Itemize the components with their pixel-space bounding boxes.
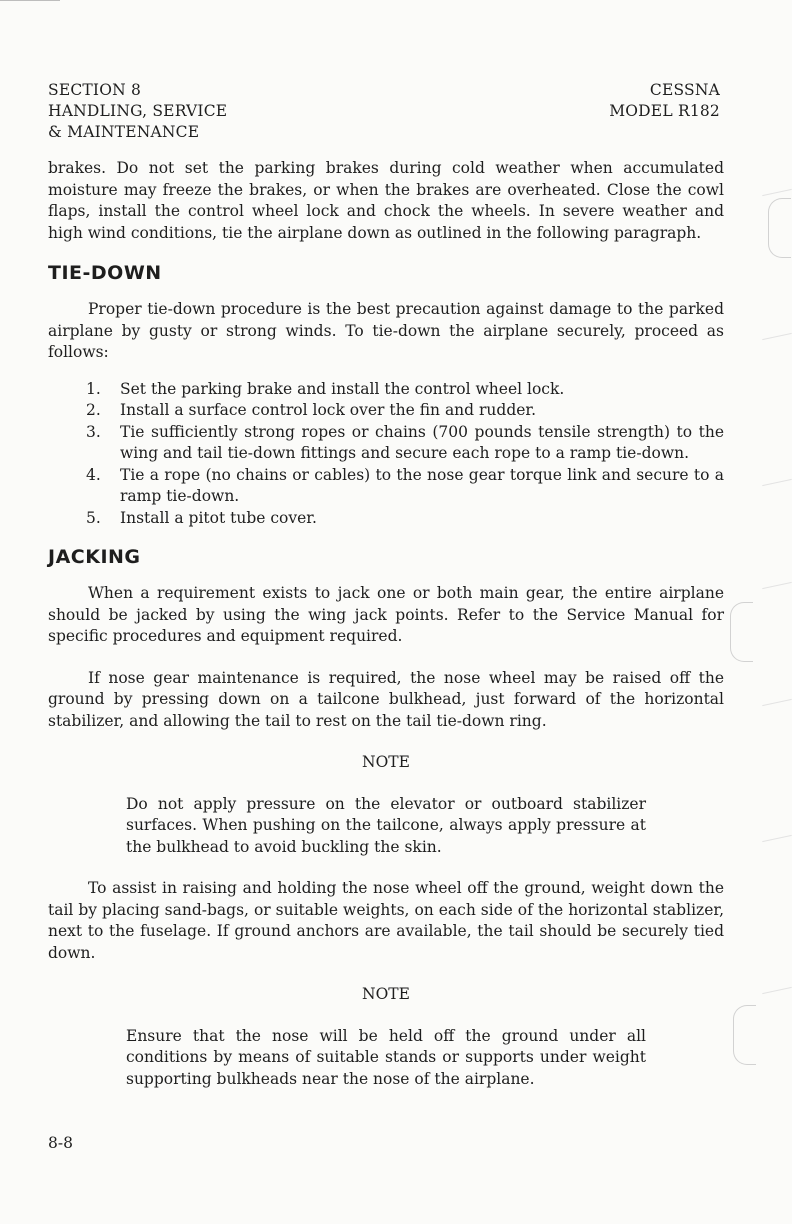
edge-artifact [762, 835, 792, 842]
list-item [86, 422, 724, 465]
step-number: 3. [86, 422, 101, 441]
edge-artifact [762, 333, 792, 340]
binder-hole-mark [768, 198, 791, 258]
step-text: Install a surface control lock over the fin and rudder. [120, 401, 537, 419]
edge-artifact [762, 582, 792, 589]
jacking-heading: JACKING [48, 546, 141, 568]
model-header [609, 80, 720, 122]
step-text: Tie sufficiently strong ropes or chains (700 pounds tensile strength) to the wing and tail tie-down fittings and secure each rope to a ramp tie-down. [120, 422, 724, 462]
edge-artifact [762, 987, 792, 994]
page-content [48, 158, 724, 1090]
tiedown-steps [48, 379, 724, 530]
list-item [86, 379, 724, 401]
page-number: 8-8 [48, 1134, 73, 1152]
step-text: Tie a rope (no chains or cables) to the nose gear torque link and secure to a ramp tie-down. [120, 465, 724, 505]
section-title-line2: & MAINTENANCE [48, 123, 200, 141]
note-title: NOTE [362, 985, 410, 1003]
step-text: Install a pitot tube cover. [120, 508, 317, 527]
binder-hole-mark [730, 602, 753, 662]
step-number: 4. [86, 465, 101, 484]
list-item [86, 400, 724, 422]
list-item [86, 508, 724, 530]
binder-hole-mark [733, 1005, 756, 1065]
tiedown-paragraph: Proper tie-down procedure is the best precaution against damage to the parked airplane by gusty or strong winds. To tie-down the airplane securely, proceed as follows: [48, 300, 724, 361]
step-number: 2. [86, 401, 101, 419]
step-number: 5. [86, 508, 101, 527]
note-body: Do not apply pressure on the elevator or outboard stabilizer surfaces. When pushing on the tailcone, always apply pressure at the bulkhead to avoid buckling the skin. [126, 794, 646, 856]
model-name: MODEL R182 [609, 102, 720, 120]
jacking-paragraph-1: When a requirement exists to jack one or both main gear, the entire airplane should be jacked by using the wing jack points. Refer to the Service Manual for specific procedures and equipment required. [48, 584, 724, 645]
list-item [86, 465, 724, 508]
note-title: NOTE [362, 753, 410, 771]
manufacturer-name: CESSNA [649, 81, 720, 99]
section-title-line1: HANDLING, SERVICE [48, 102, 228, 120]
edge-artifact [762, 699, 792, 706]
edge-artifact [762, 189, 792, 196]
intro-paragraph: brakes. Do not set the parking brakes during cold weather when accumulated moisture may freeze the brakes, or when the brakes are overheated. Close the cowl flaps, install the control wheel lock and chock the wheels. In severe weather and high wind conditions, tie the airplane down as outlined in the following paragraph. [48, 159, 724, 242]
jacking-paragraph-2: If nose gear maintenance is required, the nose wheel may be raised off the ground by pressing down on a tailcone bulkhead, just forward of the horizontal stabilizer, and allowing the tail to rest on the tail tie-down ring. [48, 668, 724, 730]
tiedown-heading: TIE-DOWN [48, 262, 162, 284]
note-body: Ensure that the nose will be held off the ground under all conditions by means of suitable stands or supports under weight supporting bulkheads near the nose of the airplane. [126, 1026, 646, 1088]
scan-edge-line [0, 0, 60, 1]
step-text: Set the parking brake and install the control wheel lock. [120, 379, 565, 398]
section-header [48, 80, 227, 143]
step-number: 1. [86, 379, 101, 398]
jacking-paragraph-3: To assist in raising and holding the nose wheel off the ground, weight down the tail by placing sand-bags, or suitable weights, on each side of the horizontal stablizer, next to the fuselage. If ground anchors are available, the tail should be securely tied down. [48, 879, 724, 962]
edge-artifact [762, 479, 792, 486]
section-number: SECTION 8 [48, 81, 142, 99]
